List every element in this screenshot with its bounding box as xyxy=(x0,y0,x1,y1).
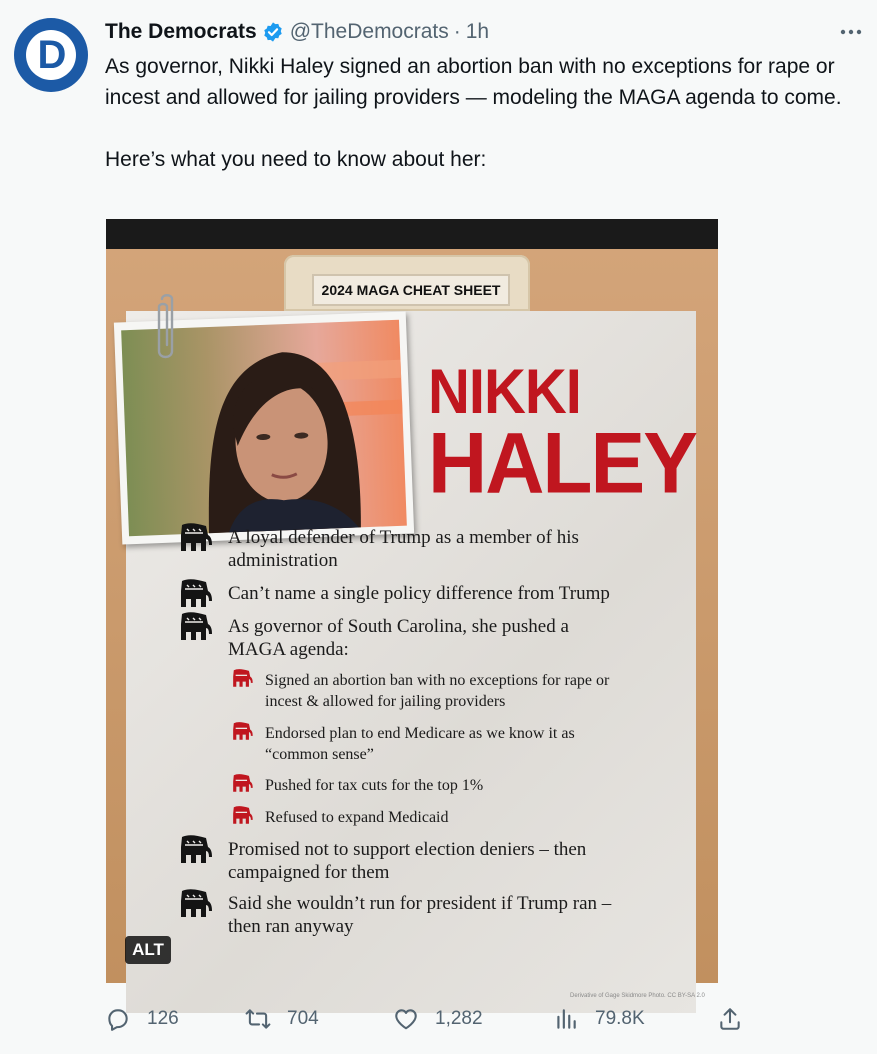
views-button[interactable] xyxy=(553,1000,645,1038)
views-count: 79.8K xyxy=(595,1008,645,1029)
elephant-icon xyxy=(230,669,254,688)
tweet-text: As governor, Nikki Haley signed an abortion ban with no exceptions for rape or incest and allowed for jailing providers — modeling the MAGA agenda to come. Here’s what you need to know about her: xyxy=(105,55,842,171)
sub-bullet-item: Endorsed plan to end Medicare as we know it as “common sense” xyxy=(265,725,575,763)
reply-count: 126 xyxy=(147,1008,179,1029)
more-icon[interactable] xyxy=(838,18,864,46)
bullet-item: Promised not to support election deniers – then campaigned for them xyxy=(228,839,587,883)
like-icon xyxy=(393,1006,419,1032)
elephant-icon xyxy=(176,889,214,919)
tweet-actions xyxy=(105,1000,745,1038)
folder-background xyxy=(106,249,718,999)
reply-button[interactable] xyxy=(105,1000,179,1038)
title-last-name: HALEY xyxy=(428,415,696,512)
image-top-bar xyxy=(106,219,718,249)
elephant-icon xyxy=(230,722,254,741)
like-button[interactable] xyxy=(393,1000,483,1038)
elephant-icon xyxy=(176,835,214,865)
bullet-item: Said she wouldn’t run for president if Trump ran – then ran anyway xyxy=(228,893,612,937)
democrats-logo-icon: D xyxy=(26,30,76,80)
tweet-header xyxy=(105,18,489,46)
avatar[interactable] xyxy=(14,18,88,92)
like-count: 1,282 xyxy=(435,1008,483,1029)
tweet-time[interactable]: 1h xyxy=(465,20,490,43)
repost-count: 704 xyxy=(287,1008,319,1029)
verified-badge-icon xyxy=(262,21,284,43)
sub-bullet-item: Pushed for tax cuts for the top 1% xyxy=(265,777,484,794)
reply-icon xyxy=(105,1006,131,1032)
bullet-item: As governor of South Carolina, she pushed a MAGA agenda: xyxy=(228,616,569,660)
cheat-sheet-label: 2024 MAGA CHEAT SHEET xyxy=(312,274,510,306)
tweet-image[interactable] xyxy=(106,219,718,999)
bullet-item: A loyal defender of Trump as a member of his administration xyxy=(228,527,579,571)
views-icon xyxy=(553,1006,579,1032)
elephant-icon xyxy=(230,774,254,793)
author-name[interactable]: The Democrats xyxy=(105,20,257,43)
alt-badge[interactable]: ALT xyxy=(125,936,171,964)
repost-button[interactable] xyxy=(245,1000,319,1038)
author-handle[interactable]: @TheDemocrats xyxy=(289,20,449,43)
paperclip-icon xyxy=(154,293,180,363)
share-button[interactable] xyxy=(717,1000,759,1038)
repost-icon xyxy=(245,1006,271,1032)
separator-dot: · xyxy=(453,20,461,43)
elephant-icon xyxy=(176,579,214,609)
sub-bullet-item: Refused to expand Medicaid xyxy=(265,809,449,826)
photo-credit: Derivative of Gage Skidmore Photo. CC BY-SA 2.0 xyxy=(570,993,705,999)
elephant-icon xyxy=(230,806,254,825)
elephant-icon xyxy=(176,612,214,642)
sub-bullet-item: Signed an abortion ban with no exceptions for rape or incest & allowed for jailing providers xyxy=(265,672,610,710)
elephant-icon xyxy=(176,523,214,553)
bullet-item: Can’t name a single policy difference from Trump xyxy=(228,583,610,604)
title-first-name: NIKKI xyxy=(428,356,581,427)
share-icon xyxy=(717,1006,743,1032)
